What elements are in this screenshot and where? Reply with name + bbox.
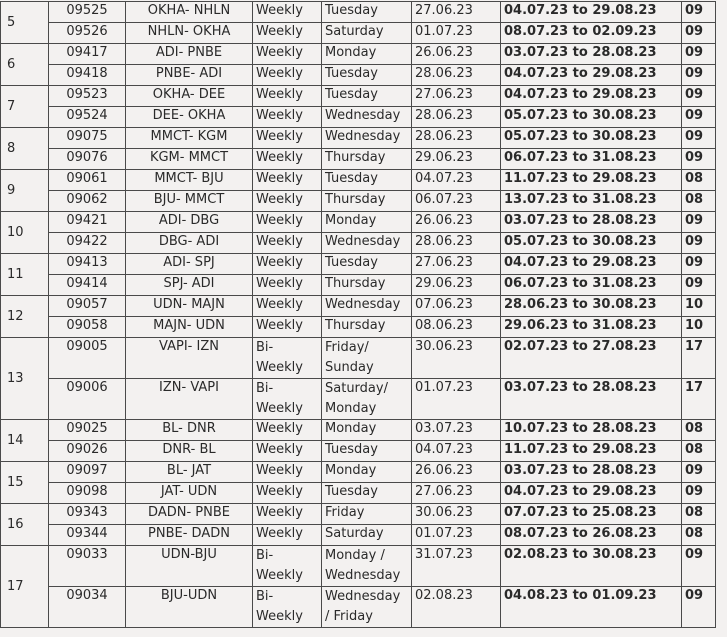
route-cell: OKHA- DEE: [126, 86, 253, 107]
notification-date-cell: 29.06.23: [412, 149, 501, 170]
notification-date-cell: 01.07.23: [412, 23, 501, 44]
notification-date-cell: 06.07.23: [412, 191, 501, 212]
table-row: [1, 338, 716, 379]
route-cell: VAPI- IZN: [126, 338, 253, 379]
table-row: [1, 2, 716, 23]
run-period-cell: 10.07.23 to 28.08.23: [501, 420, 682, 441]
route-cell: UDN-BJU: [126, 546, 253, 587]
trips-count-cell: 17: [682, 338, 716, 379]
run-period-cell: 04.07.23 to 29.08.23: [501, 254, 682, 275]
trips-count-cell: 09: [682, 23, 716, 44]
train-number-cell: 09524: [49, 107, 126, 128]
serial-number-cell: 11: [1, 254, 49, 296]
serial-number-cell: 17: [1, 546, 49, 628]
run-period-cell: 04.07.23 to 29.08.23: [501, 65, 682, 86]
run-period-cell: 02.07.23 to 27.08.23: [501, 338, 682, 379]
frequency-cell: Weekly: [253, 462, 322, 483]
day-cell: Saturday: [322, 525, 412, 546]
train-number-cell: 09005: [49, 338, 126, 379]
table-row: [1, 233, 716, 254]
notification-date-cell: 08.06.23: [412, 317, 501, 338]
trips-count-cell: 08: [682, 170, 716, 191]
trips-count-cell: 08: [682, 420, 716, 441]
notification-date-cell: 01.07.23: [412, 379, 501, 420]
frequency-cell: Bi- Weekly: [253, 546, 322, 587]
day-cell: Monday: [322, 212, 412, 233]
trips-count-cell: 17: [682, 379, 716, 420]
day-cell: Thursday: [322, 317, 412, 338]
route-cell: SPJ- ADI: [126, 275, 253, 296]
day-cell: Saturday/ Monday: [322, 379, 412, 420]
trips-count-cell: 09: [682, 107, 716, 128]
table-row: [1, 23, 716, 44]
notification-date-cell: 27.06.23: [412, 2, 501, 23]
train-number-cell: 09526: [49, 23, 126, 44]
trips-count-cell: 09: [682, 86, 716, 107]
table-row: [1, 275, 716, 296]
serial-number-cell: 9: [1, 170, 49, 212]
notification-date-cell: 02.08.23: [412, 587, 501, 628]
trips-count-cell: 09: [682, 65, 716, 86]
trips-count-cell: 09: [682, 128, 716, 149]
day-cell: Saturday: [322, 23, 412, 44]
route-cell: KGM- MMCT: [126, 149, 253, 170]
run-period-cell: 04.07.23 to 29.08.23: [501, 483, 682, 504]
table-row: [1, 462, 716, 483]
day-cell: Wednesday: [322, 233, 412, 254]
table-row: [1, 191, 716, 212]
serial-number-cell: 12: [1, 296, 49, 338]
day-cell: Thursday: [322, 149, 412, 170]
notification-date-cell: 28.06.23: [412, 128, 501, 149]
run-period-cell: 05.07.23 to 30.08.23: [501, 107, 682, 128]
route-cell: BJU- MMCT: [126, 191, 253, 212]
train-number-cell: 09421: [49, 212, 126, 233]
trips-count-cell: 09: [682, 275, 716, 296]
route-cell: BL- JAT: [126, 462, 253, 483]
table-row: [1, 128, 716, 149]
route-cell: PNBE- ADI: [126, 65, 253, 86]
frequency-cell: Weekly: [253, 23, 322, 44]
run-period-cell: 07.07.23 to 25.08.23: [501, 504, 682, 525]
frequency-cell: Weekly: [253, 44, 322, 65]
train-number-cell: 09344: [49, 525, 126, 546]
run-period-cell: 13.07.23 to 31.08.23: [501, 191, 682, 212]
run-period-cell: 08.07.23 to 02.09.23: [501, 23, 682, 44]
trips-count-cell: 09: [682, 462, 716, 483]
notification-date-cell: 04.07.23: [412, 170, 501, 191]
route-cell: JAT- UDN: [126, 483, 253, 504]
trips-count-cell: 09: [682, 587, 716, 628]
frequency-cell: Weekly: [253, 170, 322, 191]
trips-count-cell: 09: [682, 546, 716, 587]
table-row: [1, 170, 716, 191]
trips-count-cell: 09: [682, 149, 716, 170]
route-cell: DBG- ADI: [126, 233, 253, 254]
table-row: [1, 483, 716, 504]
train-number-cell: 09057: [49, 296, 126, 317]
frequency-cell: Weekly: [253, 65, 322, 86]
schedule-table-body: [1, 2, 716, 628]
notification-date-cell: 26.06.23: [412, 212, 501, 233]
table-row: [1, 212, 716, 233]
notification-date-cell: 07.06.23: [412, 296, 501, 317]
serial-number-cell: 5: [1, 2, 49, 44]
frequency-cell: Weekly: [253, 525, 322, 546]
serial-number-cell: 7: [1, 86, 49, 128]
serial-number-cell: 13: [1, 338, 49, 420]
table-row: [1, 546, 716, 587]
table-row: [1, 525, 716, 546]
run-period-cell: 11.07.23 to 29.08.23: [501, 170, 682, 191]
day-cell: Tuesday: [322, 483, 412, 504]
train-number-cell: 09422: [49, 233, 126, 254]
table-row: [1, 441, 716, 462]
notification-date-cell: 27.06.23: [412, 254, 501, 275]
train-number-cell: 09033: [49, 546, 126, 587]
day-cell: Monday: [322, 462, 412, 483]
notification-date-cell: 04.07.23: [412, 441, 501, 462]
train-number-cell: 09523: [49, 86, 126, 107]
frequency-cell: Weekly: [253, 212, 322, 233]
notification-date-cell: 27.06.23: [412, 86, 501, 107]
run-period-cell: 06.07.23 to 31.08.23: [501, 149, 682, 170]
run-period-cell: 08.07.23 to 26.08.23: [501, 525, 682, 546]
table-row: [1, 65, 716, 86]
frequency-cell: Bi- Weekly: [253, 587, 322, 628]
frequency-cell: Weekly: [253, 317, 322, 338]
serial-number-cell: 15: [1, 462, 49, 504]
route-cell: IZN- VAPI: [126, 379, 253, 420]
frequency-cell: Weekly: [253, 149, 322, 170]
run-period-cell: 29.06.23 to 31.08.23: [501, 317, 682, 338]
route-cell: ADI- PNBE: [126, 44, 253, 65]
run-period-cell: 02.08.23 to 30.08.23: [501, 546, 682, 587]
route-cell: DNR- BL: [126, 441, 253, 462]
trips-count-cell: 09: [682, 212, 716, 233]
frequency-cell: Weekly: [253, 441, 322, 462]
route-cell: DADN- PNBE: [126, 504, 253, 525]
day-cell: Wednesday / Friday: [322, 587, 412, 628]
frequency-cell: Weekly: [253, 504, 322, 525]
frequency-cell: Weekly: [253, 296, 322, 317]
trips-count-cell: 08: [682, 504, 716, 525]
trips-count-cell: 08: [682, 191, 716, 212]
frequency-cell: Weekly: [253, 233, 322, 254]
route-cell: ADI- DBG: [126, 212, 253, 233]
run-period-cell: 04.07.23 to 29.08.23: [501, 86, 682, 107]
trips-count-cell: 09: [682, 254, 716, 275]
frequency-cell: Weekly: [253, 191, 322, 212]
notification-date-cell: 28.06.23: [412, 233, 501, 254]
frequency-cell: Weekly: [253, 128, 322, 149]
trips-count-cell: 09: [682, 483, 716, 504]
notification-date-cell: 30.06.23: [412, 338, 501, 379]
frequency-cell: Bi- Weekly: [253, 338, 322, 379]
frequency-cell: Weekly: [253, 107, 322, 128]
table-row: [1, 420, 716, 441]
trips-count-cell: 10: [682, 317, 716, 338]
table-row: [1, 86, 716, 107]
serial-number-cell: 10: [1, 212, 49, 254]
route-cell: DEE- OKHA: [126, 107, 253, 128]
train-number-cell: 09097: [49, 462, 126, 483]
day-cell: Tuesday: [322, 65, 412, 86]
run-period-cell: 04.07.23 to 29.08.23: [501, 2, 682, 23]
run-period-cell: 04.08.23 to 01.09.23: [501, 587, 682, 628]
route-cell: MMCT- KGM: [126, 128, 253, 149]
train-number-cell: 09025: [49, 420, 126, 441]
frequency-cell: Weekly: [253, 86, 322, 107]
day-cell: Thursday: [322, 191, 412, 212]
train-number-cell: 09076: [49, 149, 126, 170]
route-cell: MAJN- UDN: [126, 317, 253, 338]
table-row: [1, 254, 716, 275]
notification-date-cell: 26.06.23: [412, 44, 501, 65]
table-row: [1, 296, 716, 317]
run-period-cell: 05.07.23 to 30.08.23: [501, 233, 682, 254]
train-number-cell: 09413: [49, 254, 126, 275]
run-period-cell: 06.07.23 to 31.08.23: [501, 275, 682, 296]
route-cell: ADI- SPJ: [126, 254, 253, 275]
table-row: [1, 504, 716, 525]
train-number-cell: 09525: [49, 2, 126, 23]
table-row: [1, 107, 716, 128]
day-cell: Friday/ Sunday: [322, 338, 412, 379]
train-number-cell: 09034: [49, 587, 126, 628]
train-number-cell: 09062: [49, 191, 126, 212]
day-cell: Tuesday: [322, 254, 412, 275]
frequency-cell: Weekly: [253, 275, 322, 296]
serial-number-cell: 14: [1, 420, 49, 462]
train-number-cell: 09026: [49, 441, 126, 462]
train-number-cell: 09414: [49, 275, 126, 296]
day-cell: Wednesday: [322, 128, 412, 149]
notification-date-cell: 31.07.23: [412, 546, 501, 587]
run-period-cell: 03.07.23 to 28.08.23: [501, 44, 682, 65]
trips-count-cell: 09: [682, 2, 716, 23]
serial-number-cell: 16: [1, 504, 49, 546]
train-number-cell: 09418: [49, 65, 126, 86]
day-cell: Tuesday: [322, 86, 412, 107]
trips-count-cell: 08: [682, 441, 716, 462]
trips-count-cell: 08: [682, 525, 716, 546]
day-cell: Tuesday: [322, 170, 412, 191]
route-cell: OKHA- NHLN: [126, 2, 253, 23]
train-number-cell: 09098: [49, 483, 126, 504]
frequency-cell: Weekly: [253, 483, 322, 504]
notification-date-cell: 30.06.23: [412, 504, 501, 525]
run-period-cell: 05.07.23 to 30.08.23: [501, 128, 682, 149]
notification-date-cell: 27.06.23: [412, 483, 501, 504]
train-number-cell: 09061: [49, 170, 126, 191]
train-number-cell: 09343: [49, 504, 126, 525]
trips-count-cell: 09: [682, 44, 716, 65]
special-train-schedule-table: [0, 1, 716, 628]
run-period-cell: 03.07.23 to 28.08.23: [501, 462, 682, 483]
serial-number-cell: 8: [1, 128, 49, 170]
trips-count-cell: 10: [682, 296, 716, 317]
table-row: [1, 44, 716, 65]
day-cell: Tuesday: [322, 2, 412, 23]
route-cell: BL- DNR: [126, 420, 253, 441]
train-number-cell: 09058: [49, 317, 126, 338]
frequency-cell: Weekly: [253, 2, 322, 23]
train-number-cell: 09075: [49, 128, 126, 149]
train-number-cell: 09417: [49, 44, 126, 65]
route-cell: MMCT- BJU: [126, 170, 253, 191]
run-period-cell: 11.07.23 to 29.08.23: [501, 441, 682, 462]
route-cell: UDN- MAJN: [126, 296, 253, 317]
table-row: [1, 379, 716, 420]
route-cell: NHLN- OKHA: [126, 23, 253, 44]
run-period-cell: 28.06.23 to 30.08.23: [501, 296, 682, 317]
day-cell: Thursday: [322, 275, 412, 296]
frequency-cell: Bi- Weekly: [253, 379, 322, 420]
day-cell: Wednesday: [322, 296, 412, 317]
run-period-cell: 03.07.23 to 28.08.23: [501, 379, 682, 420]
route-cell: BJU-UDN: [126, 587, 253, 628]
frequency-cell: Weekly: [253, 420, 322, 441]
notification-date-cell: 29.06.23: [412, 275, 501, 296]
notification-date-cell: 26.06.23: [412, 462, 501, 483]
trips-count-cell: 09: [682, 233, 716, 254]
notification-date-cell: 01.07.23: [412, 525, 501, 546]
day-cell: Monday: [322, 420, 412, 441]
day-cell: Wednesday: [322, 107, 412, 128]
notification-date-cell: 28.06.23: [412, 65, 501, 86]
day-cell: Monday / Wednesday: [322, 546, 412, 587]
frequency-cell: Weekly: [253, 254, 322, 275]
run-period-cell: 03.07.23 to 28.08.23: [501, 212, 682, 233]
day-cell: Friday: [322, 504, 412, 525]
train-number-cell: 09006: [49, 379, 126, 420]
day-cell: Monday: [322, 44, 412, 65]
table-row: [1, 587, 716, 628]
notification-date-cell: 03.07.23: [412, 420, 501, 441]
day-cell: Tuesday: [322, 441, 412, 462]
route-cell: PNBE- DADN: [126, 525, 253, 546]
table-row: [1, 317, 716, 338]
notification-date-cell: 28.06.23: [412, 107, 501, 128]
table-row: [1, 149, 716, 170]
serial-number-cell: 6: [1, 44, 49, 86]
